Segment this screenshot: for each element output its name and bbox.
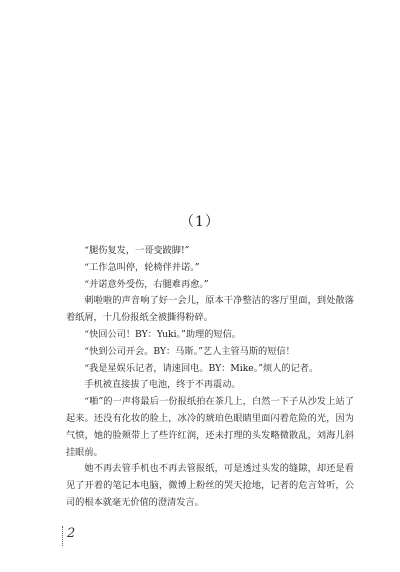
paragraph: “快回公司！BY：Yuki。”助理的短信。 — [84, 328, 241, 340]
body-text — [66, 243, 354, 512]
page-footer — [58, 524, 88, 548]
paragraph: “并诺意外受伤，右腿难再愈。” — [84, 278, 209, 290]
page-number: 2 — [67, 526, 76, 541]
paragraph: 手机被直接拔了电池，终于不再震动。 — [84, 379, 241, 391]
paragraph: 刺啦啦的声音响了好一会儿，原本干净整洁的客厅里面，到处散落着纸屑，十几份报纸全被撕得粉碎。 — [66, 295, 354, 324]
paragraph: 她不再去管手机也不再去管报纸，可是透过头发的缝隙，却还是看见了开着的笔记本电脑，微博上粉丝的哭天抢地，记者的危言耸听，公司的根本就毫无价值的澄清发言。 — [66, 463, 354, 508]
paragraph: “腿伤复发，一哥变跛脚!” — [84, 245, 190, 256]
footer-divider — [62, 526, 63, 546]
paragraph: “我是星娱乐记者，请速回电。BY：Mike。”烦人的记者。 — [84, 362, 319, 374]
chapter-heading: （1） — [180, 214, 220, 230]
paragraph: “啪”的一声将最后一份报纸拍在茶几上，白然一下子从沙发上站了起来。还没有化妆的脸上，冰冷的琥珀色眼睛里面闪着危险的光，因为气愤，她的脸颊带上了些许红润，还未打理的头发略微散乱，刘海儿斜挂眼前。 — [66, 396, 354, 458]
paragraph: “工作急叫停，轮椅伴并诺。” — [84, 261, 200, 273]
paragraph: “快到公司开会。BY：马斯。”艺人主管马斯的短信！ — [84, 345, 295, 357]
